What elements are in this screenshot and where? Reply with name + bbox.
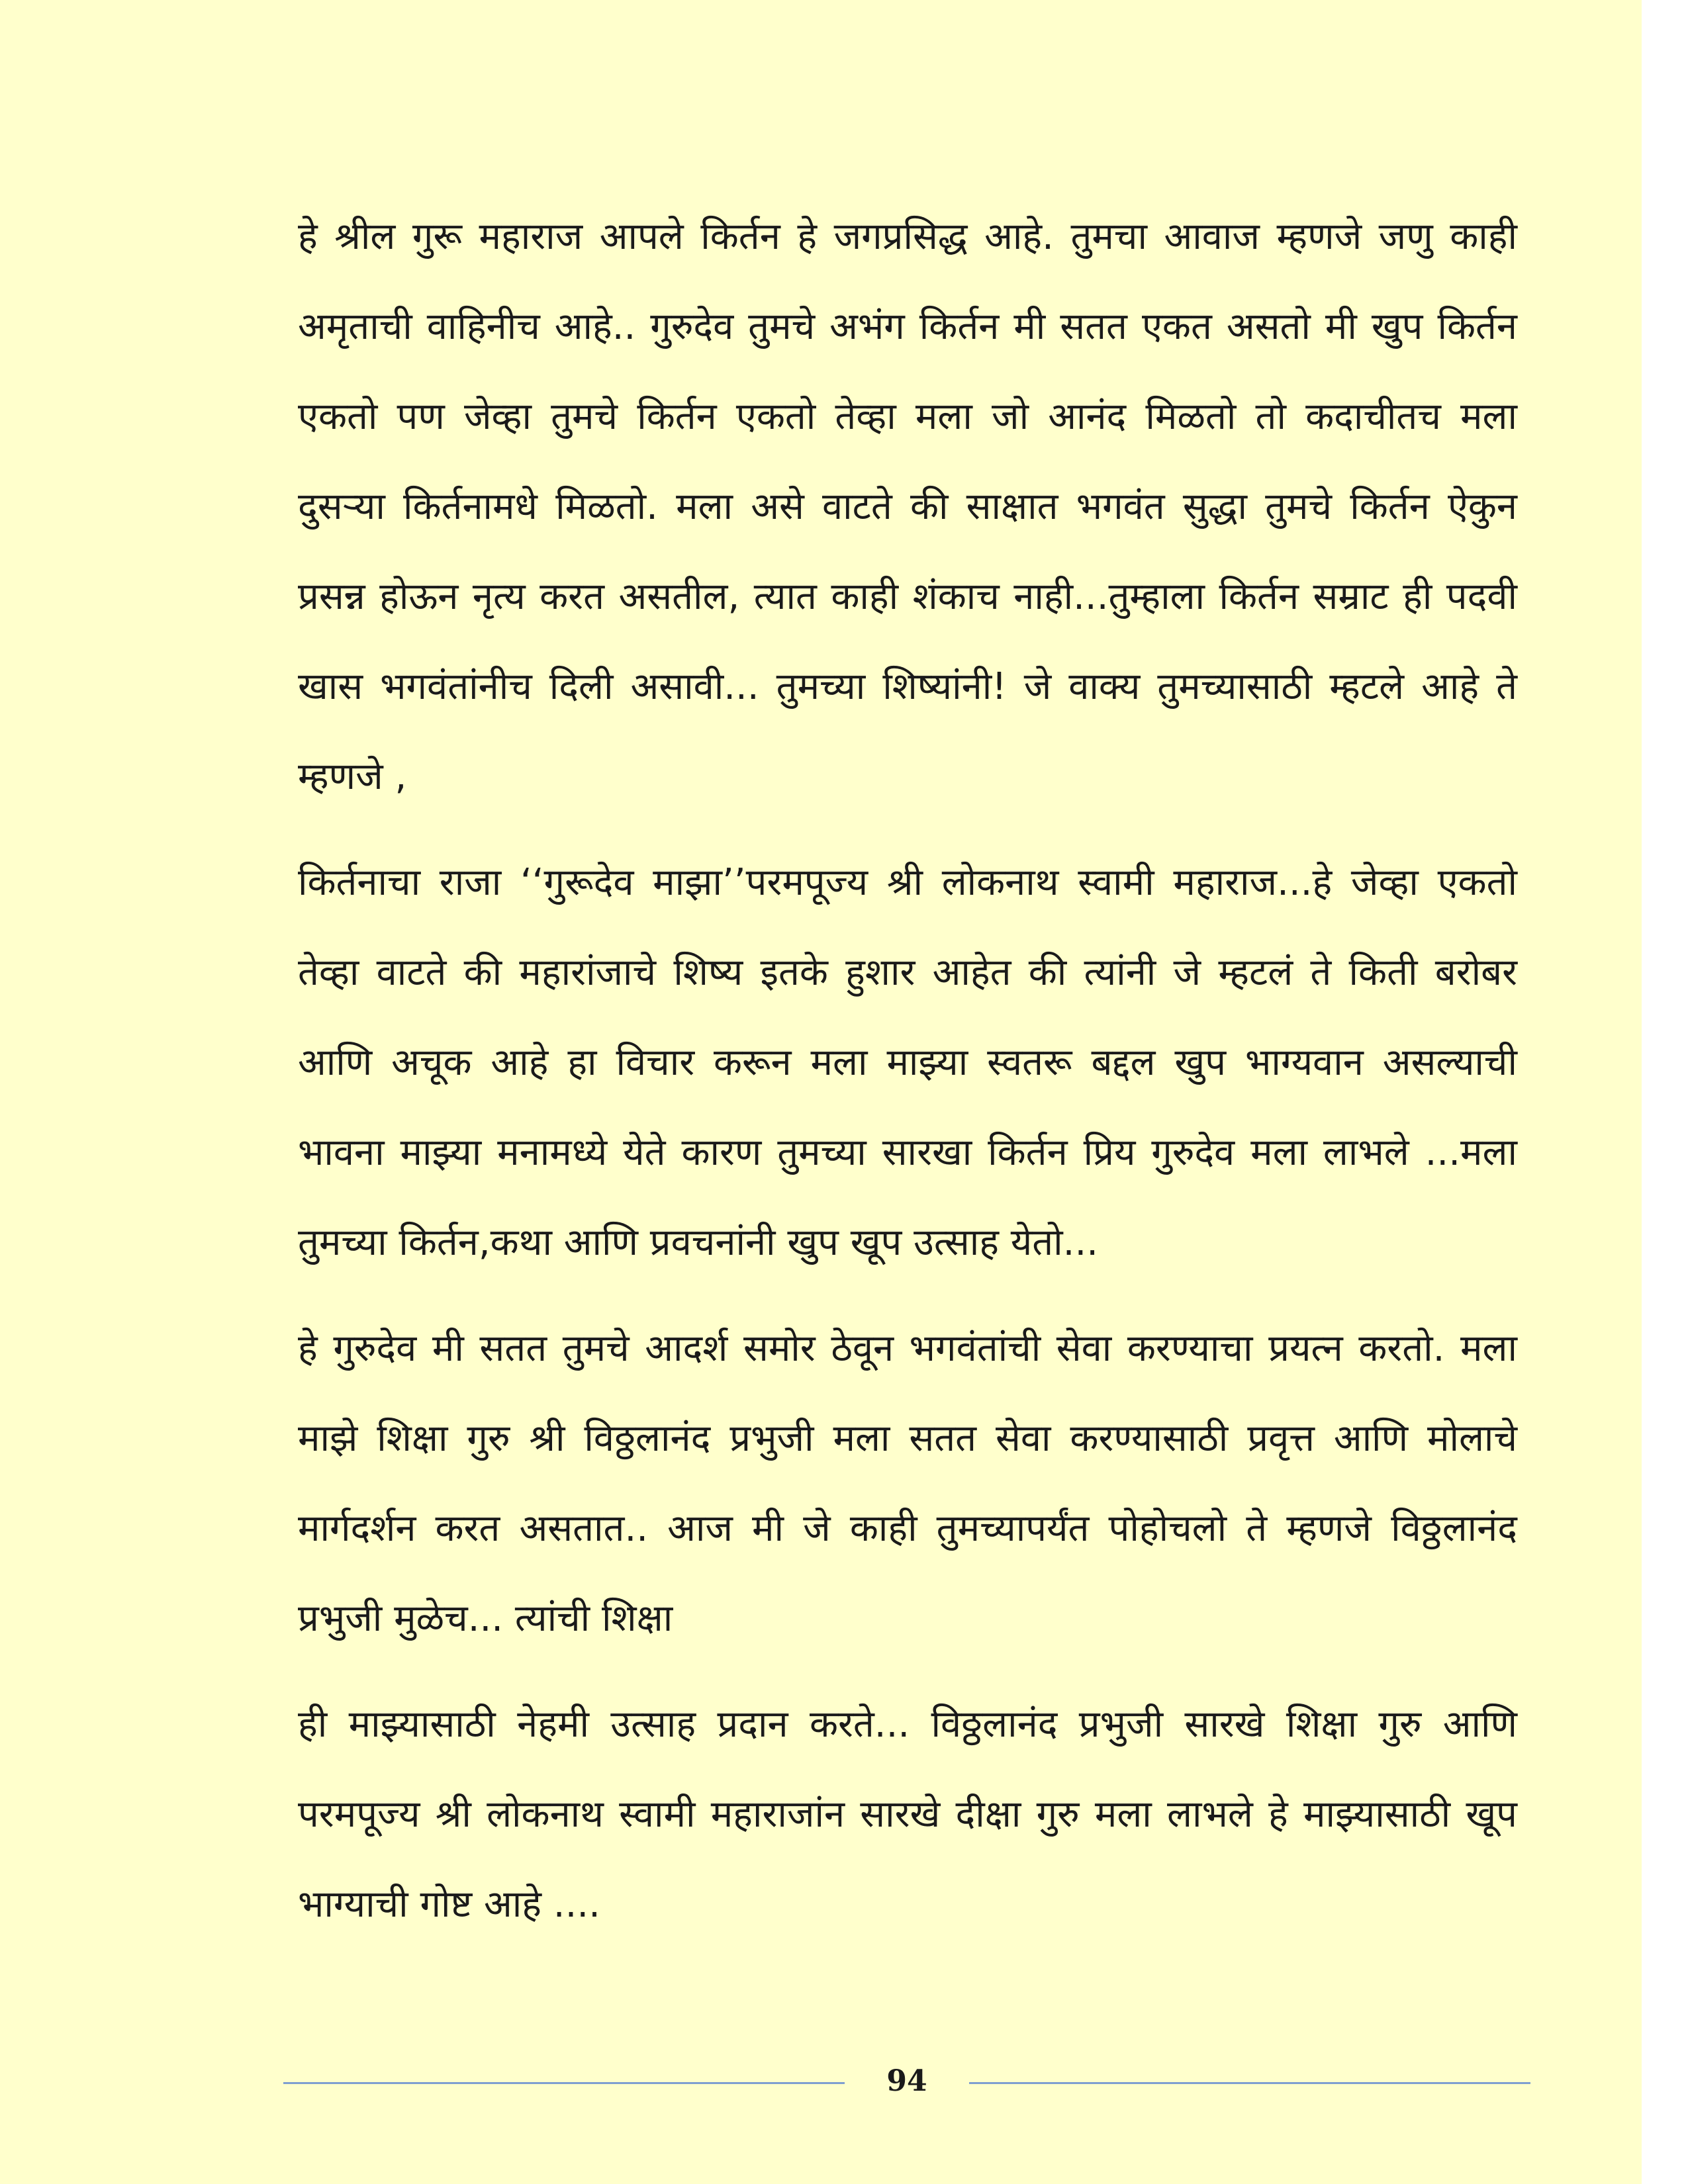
paragraph-1: हे श्रील गुरू महाराज आपले किर्तन हे जगप्रसिद्ध आहे. तुमचा आवाज म्हणजे जणु काही अमृताची वाहिनीच आहे.. गुरुदेव तुमचे अभंग किर्तन मी सतत एकत असतो मी खुप किर्तन एकतो पण जेव्हा तुमचे किर्तन एकतो तेव्हा मला जो आनंद मिळतो तो कदाचीतच मला दुसऱ्या किर्तनामधे मिळतो. मला असे वाटते की साक्षात भगवंत सुद्धा तुमचे किर्तन ऐकुन प्रसन्न होऊन नृत्य करत असतील, त्यात काही शंकाच नाही...तुम्हाला किर्तन सम्राट ही पदवी खास भगवंतांनीच दिली असावी... तुमच्या शिष्यांनी! जे वाक्य तुमच्यासाठी म्हटले आहे ते म्हणजे , — [298, 215, 1517, 798]
paragraph-4: ही माझ्यासाठी नेहमी उत्साह प्रदान करते... विठ्ठलानंद प्रभुजी सारखे शिक्षा गुरु आणि परमपूज्य श्री लोकनाथ स्वामी महाराजांन सारखे दीक्षा गुरु मला लाभले हे माझ्यासाठी खूप भाग्याची गोष्ट आहे .... — [298, 1703, 1517, 1926]
page-number: 94 — [886, 2064, 927, 2098]
footer-rule-right — [969, 2082, 1530, 2084]
footer-rule-left — [283, 2082, 845, 2084]
body-text — [298, 192, 1517, 1966]
paragraph-2: किर्तनाचा राजा ‘‘गुरूदेव माझा’’परमपूज्य श्री लोकनाथ स्वामी महाराज...हे जेव्हा एकतो तेव्हा वाटते की महारांजाचे शिष्य इतके हुशार आहेत की त्यांनी जे म्हटलं ते किती बरोबर आणि अचूक आहे हा विचार करून मला माझ्या स्वतरू बद्दल खुप भाग्यवान असल्याची भावना माझ्या मनामध्ये येते कारण तुमच्या सारखा किर्तन प्रिय गुरुदेव मला लाभले ...मला तुमच्या किर्तन,कथा आणि प्रवचनांनी खुप खूप उत्साह येतो... — [298, 861, 1517, 1264]
page-footer — [283, 2052, 1530, 2111]
paragraph-3: हे गुरुदेव मी सतत तुमचे आदर्श समोर ठेवून भगवंतांची सेवा करण्याचा प्रयत्न करतो. मला माझे शिक्षा गुरु श्री विठ्ठलानंद प्रभुजी मला सतत सेवा करण्यासाठी प्रवृत्त आणि मोलाचे मार्गदर्शन करत असतात.. आज मी जे काही तुमच्यापर्यंत पोहोचलो ते म्हणजे विठ्ठलानंद प्रभुजी मुळेच... त्यांची शिक्षा — [298, 1327, 1517, 1640]
